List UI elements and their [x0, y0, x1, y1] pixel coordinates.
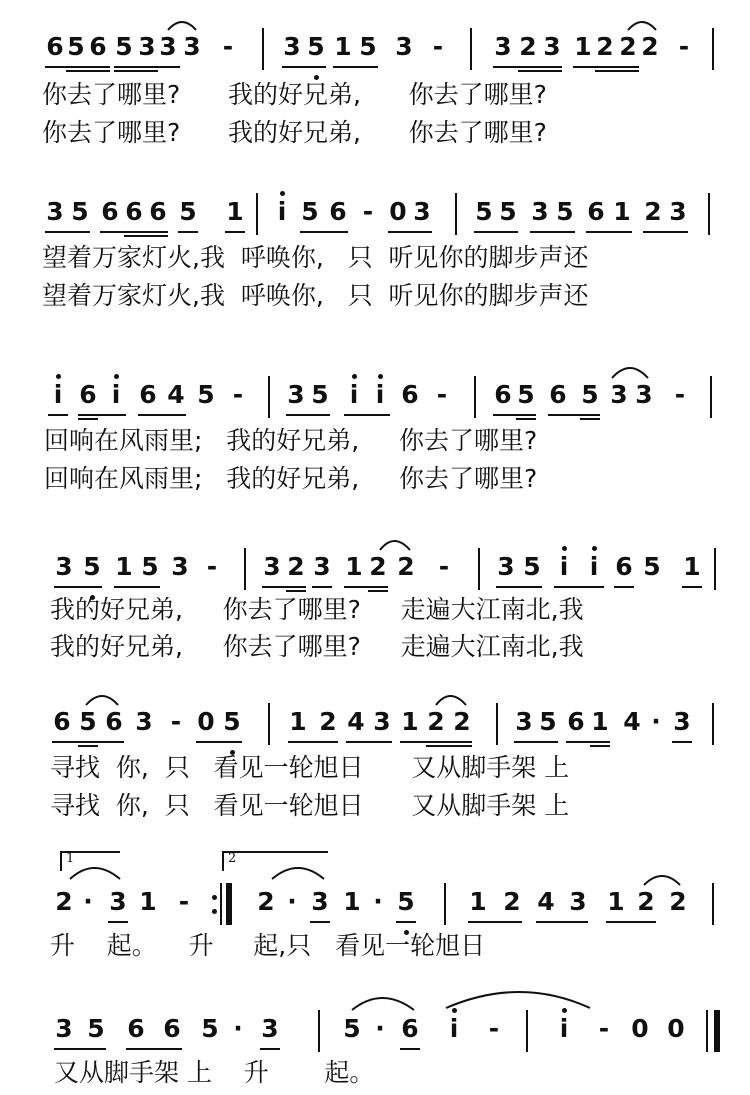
note: 5 — [517, 380, 535, 409]
note: 0 — [197, 707, 215, 736]
note: 2 — [644, 197, 662, 226]
note: 3 — [135, 707, 153, 736]
note: 3 — [263, 552, 281, 581]
note: 3 — [531, 197, 549, 226]
note: 5 — [581, 380, 599, 409]
note: 3 — [138, 32, 156, 61]
note: 2 — [427, 707, 445, 736]
dash: - — [178, 887, 190, 916]
notes-row — [0, 1012, 750, 1052]
note: 3 — [569, 887, 587, 916]
note: 3 — [313, 552, 331, 581]
note: 5 — [343, 1014, 361, 1043]
dot: · — [287, 887, 297, 916]
note: 6 — [105, 707, 123, 736]
note: 6 — [127, 1014, 145, 1043]
notes-row — [0, 378, 750, 418]
note: 5 — [475, 197, 493, 226]
dash: - — [232, 380, 244, 409]
note: 2 — [503, 887, 521, 916]
note: 3 — [515, 707, 533, 736]
note: 3 — [311, 887, 329, 916]
note: 5 — [79, 707, 97, 736]
note: 3 — [497, 552, 515, 581]
note: 3 — [413, 197, 431, 226]
dot: · — [373, 887, 383, 916]
note: 6 — [79, 380, 97, 409]
note: 5 — [556, 197, 574, 226]
note: 1 — [226, 197, 244, 226]
dash: - — [488, 1014, 500, 1043]
note: 3 — [261, 1014, 279, 1043]
note: 5 — [179, 197, 197, 226]
slur-marks — [0, 885, 750, 925]
note: 2 — [257, 887, 275, 916]
dot: · — [83, 887, 93, 916]
first-ending-number: 1 — [66, 851, 75, 866]
note: 2 — [619, 32, 637, 61]
note: 1 — [613, 197, 631, 226]
note: 2 — [596, 32, 614, 61]
dash: - — [222, 32, 234, 61]
note: 2 — [55, 887, 73, 916]
note: 2 — [319, 707, 337, 736]
note: 5 — [307, 32, 325, 61]
note: 1 — [401, 707, 419, 736]
note: 1 — [345, 552, 363, 581]
notes-row — [0, 885, 750, 925]
dot: · — [375, 1014, 385, 1043]
notes-row — [0, 550, 750, 590]
notes-row — [0, 30, 750, 70]
lyric-verse-2: 你去了哪里? 我的好兄弟, 你去了哪里? — [42, 118, 547, 147]
note: i — [111, 380, 121, 409]
note: 6 — [89, 32, 107, 61]
note: i — [559, 552, 569, 581]
note: 1 — [334, 32, 352, 61]
note: 2 — [519, 32, 537, 61]
note: 2 — [637, 887, 655, 916]
note: 3 — [669, 197, 687, 226]
note: 6 — [46, 32, 64, 61]
note: 5 — [115, 32, 133, 61]
note: 3 — [159, 32, 177, 61]
note: 5 — [523, 552, 541, 581]
note: 6 — [53, 707, 71, 736]
note: 1 — [607, 887, 625, 916]
dash: - — [598, 1014, 610, 1043]
note: i — [449, 1014, 459, 1043]
note: 1 — [574, 32, 592, 61]
note: 2 — [641, 32, 659, 61]
note: 5 — [87, 1014, 105, 1043]
note: 2 — [287, 552, 305, 581]
lyric-verse-1: 又从脚手架 上 升 起。 — [54, 1058, 375, 1087]
note: 5 — [197, 380, 215, 409]
note: 5 — [539, 707, 557, 736]
note: 0 — [389, 197, 407, 226]
dash: - — [362, 197, 374, 226]
note: 6 — [587, 197, 605, 226]
note: 1 — [683, 552, 701, 581]
barline — [455, 193, 457, 235]
note: 3 — [109, 887, 127, 916]
note: 3 — [283, 32, 301, 61]
note: 1 — [289, 707, 307, 736]
dash: - — [678, 32, 690, 61]
note: 5 — [397, 887, 415, 916]
note: 6 — [329, 197, 347, 226]
slur-marks — [0, 1012, 750, 1052]
note: 6 — [494, 380, 512, 409]
lyric-verse-2: 望着万家灯火,我 呼唤你, 只 听见你的脚步声还 — [42, 281, 589, 310]
note: 1 — [115, 552, 133, 581]
note: 3 — [635, 380, 653, 409]
note: i — [559, 1014, 569, 1043]
dash: - — [170, 707, 182, 736]
note: 5 — [311, 380, 329, 409]
note: 1 — [139, 887, 157, 916]
note: 1 — [591, 707, 609, 736]
note: i — [589, 552, 599, 581]
note: 6 — [401, 380, 419, 409]
note: 3 — [55, 1014, 73, 1043]
dash: - — [432, 32, 444, 61]
note: 2 — [397, 552, 415, 581]
note: 4 — [623, 707, 641, 736]
note: 3 — [395, 32, 413, 61]
note: 3 — [171, 552, 189, 581]
second-ending-number: 2 — [228, 851, 237, 866]
dot: · — [233, 1014, 243, 1043]
note: 6 — [101, 197, 119, 226]
note: 6 — [149, 197, 167, 226]
note: 6 — [567, 707, 585, 736]
note: 6 — [163, 1014, 181, 1043]
note: i — [277, 197, 287, 226]
dot: · — [651, 707, 661, 736]
note: 6 — [139, 380, 157, 409]
note: 1 — [343, 887, 361, 916]
note: 0 — [667, 1014, 685, 1043]
slur-marks — [0, 30, 750, 70]
note: 6 — [615, 552, 633, 581]
note: 5 — [643, 552, 661, 581]
note: 3 — [287, 380, 305, 409]
lyric-verse-1: 望着万家灯火,我 呼唤你, 只 听见你的脚步声还 — [42, 243, 589, 272]
dash: - — [206, 552, 218, 581]
lyric-verse-2: 寻找 你, 只 看见一轮旭日 又从脚手架 上 — [50, 791, 570, 820]
note: i — [53, 380, 63, 409]
lyric-verse-1: 升 起。 升 起,只 看见一轮旭日 — [50, 931, 486, 960]
note: 5 — [201, 1014, 219, 1043]
barline — [256, 193, 258, 235]
note: 3 — [543, 32, 561, 61]
lyric-verse-2: 我的好兄弟, 你去了哪里? 走遍大江南北,我 — [50, 632, 584, 661]
note: 6 — [125, 197, 143, 226]
note: 3 — [373, 707, 391, 736]
note: 5 — [71, 197, 89, 226]
note: 1 — [469, 887, 487, 916]
lyric-verse-1: 寻找 你, 只 看见一轮旭日 又从脚手架 上 — [50, 753, 570, 782]
lyric-verse-1: 回响在风雨里; 我的好兄弟, 你去了哪里? — [44, 426, 538, 455]
note: 2 — [669, 887, 687, 916]
note: 3 — [46, 197, 64, 226]
notes-row — [0, 195, 750, 235]
note: 3 — [610, 380, 628, 409]
note: 0 — [631, 1014, 649, 1043]
slur-marks — [0, 705, 750, 745]
note: 5 — [359, 32, 377, 61]
note: 4 — [537, 887, 555, 916]
note: i — [375, 380, 385, 409]
note: 5 — [141, 552, 159, 581]
slur-marks — [0, 550, 750, 590]
lyric-verse-1: 你去了哪里? 我的好兄弟, 你去了哪里? — [42, 80, 547, 109]
dash: - — [438, 552, 450, 581]
note: 6 — [549, 380, 567, 409]
note: 5 — [223, 707, 241, 736]
note: 3 — [494, 32, 512, 61]
dash: - — [436, 380, 448, 409]
notes-row — [0, 705, 750, 745]
barline — [708, 193, 710, 235]
dash: - — [674, 380, 686, 409]
note: 5 — [301, 197, 319, 226]
note: 5 — [83, 552, 101, 581]
note: 5 — [67, 32, 85, 61]
note: 2 — [453, 707, 471, 736]
note: 3 — [673, 707, 691, 736]
note: 3 — [183, 32, 201, 61]
note: 6 — [401, 1014, 419, 1043]
note: 5 — [499, 197, 517, 226]
second-ending-bracket — [222, 851, 328, 871]
slur-marks — [0, 378, 750, 418]
note: 4 — [347, 707, 365, 736]
lyric-verse-2: 回响在风雨里; 我的好兄弟, 你去了哪里? — [44, 464, 538, 493]
note: 3 — [55, 552, 73, 581]
note: 4 — [167, 380, 185, 409]
lyric-verse-1: 我的好兄弟, 你去了哪里? 走遍大江南北,我 — [50, 595, 584, 624]
note: 2 — [369, 552, 387, 581]
note: i — [349, 380, 359, 409]
